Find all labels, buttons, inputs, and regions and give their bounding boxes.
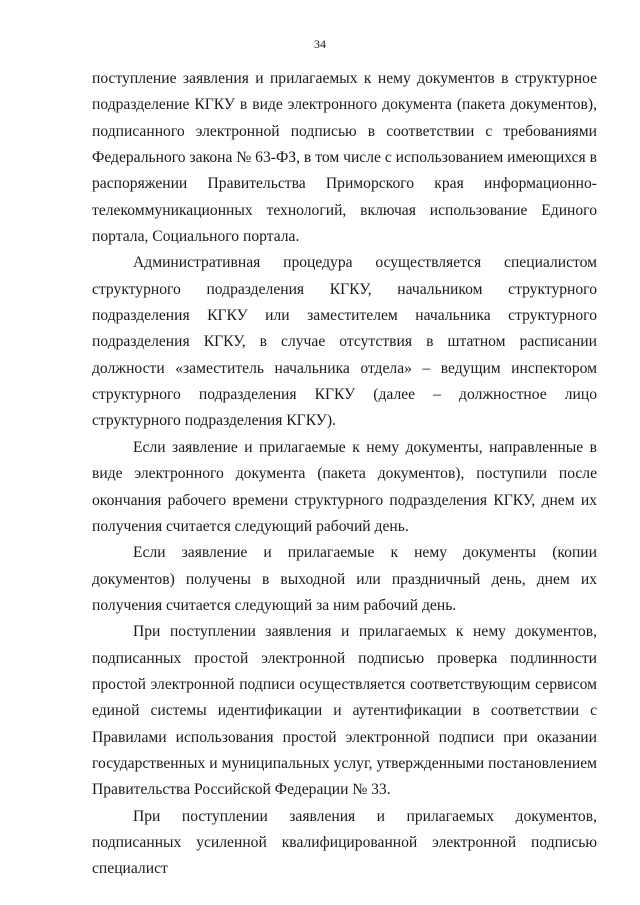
paragraph-holiday-receipt: Если заявление и прилагаемые к нему документы (копии документов) получены в выходной или праздничный день, днем их получения считается следующий за ним рабочий день. (92, 544, 597, 614)
paragraph-qualified-signature: При поступлении заявления и прилагаемых документов, подписанных усиленной квалифицированной электронной подписью специалист (92, 807, 597, 878)
paragraph-administrative-procedure: Административная процедура осуществляется специалистом структурного подразделения КГКУ, начальником структурного подразделения КГКУ или заместителем начальника структурного подразделения КГКУ, в случае отсутствия в штатном расписании должности «заместитель начальника отдела» – ведущим инспектором структурного подразделения КГКУ (далее – должностное лицо структурного подразделения КГКУ). (92, 254, 597, 430)
page-number: 34 (314, 37, 326, 51)
paragraph-after-working-hours: Если заявление и прилагаемые к нему документы, направленные в виде электронного документа (пакета документов), поступили после окончания рабочего времени структурного подразделения КГКУ, днем их получения считается следующий рабочий день. (92, 438, 597, 535)
paragraph-simple-signature: При поступлении заявления и прилагаемых к нему документов, подписанных простой электронной подписью проверка подлинности простой электронной подписи осуществляется соответствующим сервисом единой системы идентификации и аутентификации в соответствии с Правилами использования простой электронной подписи при оказании государственных и муниципальных услуг, утвержденными постановлением Правительства Российской Федерации № 33. (92, 623, 597, 799)
document-body (92, 66, 597, 883)
paragraph-continuation: поступление заявления и прилагаемых к нему документов в структурное подразделение КГКУ в виде электронного документа (пакета документов), подписанного электронной подписью в соответствии с требованиями Федерального закона № 63-ФЗ, в том числе с использованием имеющихся в распоряжении Правительства Приморского края информационно-телекоммуникационных технологий, включая использование Единого портала, Социального портала. (92, 70, 597, 246)
